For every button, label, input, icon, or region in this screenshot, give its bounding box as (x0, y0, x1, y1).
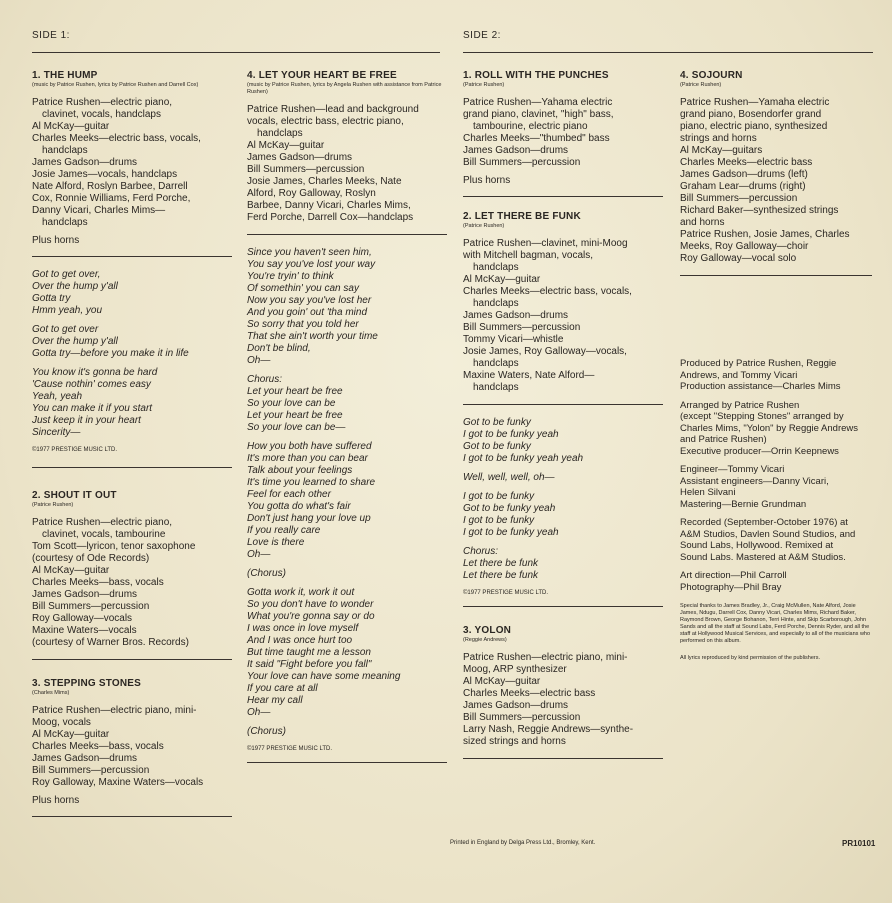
text-line: Larry Nash, Reggie Andrews—synthe- (463, 724, 634, 735)
text-line: Talk about your feelings (247, 465, 353, 476)
line-gap (680, 563, 872, 570)
track-title: 3. YOLON (463, 625, 512, 636)
text-line: Bill Summers—percussion (463, 157, 581, 168)
text-line: So your love can be— (247, 422, 346, 433)
text-line: What you're gonna say or do (247, 611, 375, 622)
text-line: handclaps (257, 128, 303, 139)
track-credits (463, 238, 663, 394)
text-line: clavinet, vocals, tambourine (42, 529, 166, 540)
track-lyrics (463, 417, 663, 582)
text-line: Let your heart be free (247, 410, 343, 421)
divider (247, 762, 447, 763)
text-line: Alford, Roy Galloway, Roslyn (247, 188, 376, 199)
track-let-there-be-funk (463, 211, 663, 607)
text-line: Charles Mims, "Yolon" by Reggie Andrews (680, 422, 859, 434)
track-writer-note: (Patrice Rushen) (463, 82, 505, 88)
divider (32, 816, 232, 817)
track-let-your-heart-be-free (247, 70, 447, 763)
text-line: If you really care (247, 525, 321, 536)
text-line: Engineer—Tommy Vicari (680, 464, 785, 475)
line-gap (463, 539, 663, 546)
track-credits (247, 104, 447, 224)
line-gap (32, 317, 232, 324)
text-line: Tommy Vicari—whistle (463, 334, 564, 345)
text-line: I got to be funky yeah yeah (463, 453, 584, 464)
text-line: James Gadson—drums (left) (680, 169, 808, 180)
text-line: Helen Silvani (680, 487, 736, 498)
line-gap (680, 457, 872, 464)
track-writer-note: (music by Patrice Rushen, lyrics by Angela Rushen with assistance from Patrice Rushen) (247, 82, 442, 95)
text-line: Moog, vocals (32, 717, 91, 728)
text-line: Got to be funky yeah (463, 503, 556, 514)
line-gap (247, 719, 447, 726)
plus-horns: Plus horns (463, 175, 511, 186)
text-line: vocals, electric bass, electric piano, (247, 116, 404, 127)
text-line: Hear my call (247, 695, 303, 706)
track-credits (32, 705, 232, 789)
track-writer-note: (Charles Mims) (32, 690, 70, 696)
track-title: 2. LET THERE BE FUNK (463, 211, 581, 222)
line-gap (680, 393, 872, 400)
text-line: But time taught me a lesson (247, 647, 371, 658)
divider (463, 606, 663, 607)
text-line: handclaps (473, 382, 519, 393)
text-line: James Gadson—drums (463, 700, 569, 711)
text-line: Got to get over (32, 324, 99, 335)
text-line: Patrice Rushen, Josie James, Charles (680, 229, 850, 240)
divider (32, 256, 232, 257)
text-line: Gotta work it, work it out (247, 587, 355, 598)
text-line: (except "Stepping Stones" arranged by (680, 411, 844, 422)
track-title: 1. THE HUMP (32, 70, 98, 81)
track-title: 3. STEPPING STONES (32, 678, 142, 689)
text-line: You gotta do what's fair (247, 501, 351, 512)
text-line: Bill Summers—percussion (463, 712, 581, 723)
text-line: Executive producer—Orrin Keepnews (680, 445, 839, 457)
text-line: Art direction—Phil Carroll (680, 570, 787, 581)
track-title: 2. SHOUT IT OUT (32, 490, 117, 501)
track-credits (32, 517, 232, 649)
text-line: Yeah, yeah (32, 391, 83, 402)
text-line: Got to be funky (463, 441, 531, 452)
side-2-label: SIDE 2: (463, 30, 501, 41)
text-line: (courtesy of Warner Bros. Records) (32, 637, 189, 648)
side-2-rule (463, 52, 873, 53)
divider (32, 467, 232, 468)
text-line: Oh— (247, 355, 271, 366)
text-line: Let there be funk (463, 570, 539, 581)
text-line: tambourine, electric piano (473, 121, 588, 132)
text-line: Moog, ARP synthesizer (463, 664, 567, 675)
text-line: strings and horns (680, 133, 757, 144)
text-line: Charles Meeks—electric bass (680, 157, 813, 168)
text-line: If you care at all (247, 683, 318, 694)
text-line: Patrice Rushen—electric piano, (32, 97, 173, 108)
text-line: So you don't have to wonder (247, 599, 374, 610)
text-line: Al McKay—guitar (463, 676, 541, 687)
text-line: It's more than you can bear (247, 453, 368, 464)
text-line: Arranged by Patrice Rushen (680, 399, 800, 411)
line-gap (32, 360, 232, 367)
text-line: You know it's gonna be hard (32, 367, 158, 378)
track-writer-note: (Patrice Rushen) (463, 223, 505, 229)
track-writer-note: (Reggie Andrews) (463, 637, 507, 643)
text-line: Hmm yeah, you (32, 305, 103, 316)
column-3 (463, 70, 663, 771)
text-line: Charles Meeks—electric bass (463, 688, 596, 699)
text-line: Bill Summers—percussion (680, 193, 798, 204)
text-line: Patrice Rushen—electric piano, mini- (32, 705, 197, 716)
line-gap (247, 367, 447, 374)
text-line: James Gadson—drums (463, 145, 569, 156)
text-line: with Mitchell bagman, vocals, (463, 250, 594, 261)
text-line: Roy Galloway—vocal solo (680, 253, 797, 264)
text-line: piano, electric piano, synthesized (680, 121, 828, 132)
track-the-hump (32, 70, 232, 468)
text-line: James Gadson—drums (32, 589, 138, 600)
lyrics-permission-note: All lyrics reproduced by kind permission of the publishers. (680, 655, 821, 661)
track-stepping-stones (32, 678, 232, 817)
text-line: Meeks, Roy Galloway—choir (680, 241, 809, 252)
text-line: Let there be funk (463, 558, 539, 569)
text-line: handclaps (473, 298, 519, 309)
text-line: Al McKay—guitar (32, 729, 110, 740)
text-line: clavinet, vocals, handclaps (42, 109, 161, 120)
track-writer-note: (Patrice Rushen) (680, 82, 722, 88)
text-line: 'Cause nothin' comes easy (32, 379, 151, 390)
text-line: Maxine Waters, Nate Alford— (463, 370, 595, 381)
text-line: Josie James, Roy Galloway—vocals, (463, 346, 627, 357)
text-line: Well, well, well, oh— (463, 472, 555, 483)
track-credits (680, 97, 872, 265)
text-line: Charles Meeks—bass, vocals (32, 741, 164, 752)
text-line: Just keep it in your heart (32, 415, 141, 426)
divider (463, 404, 663, 405)
line-gap (247, 580, 447, 587)
text-line: James Gadson—drums (32, 753, 138, 764)
track-credits (463, 97, 663, 169)
divider (32, 659, 232, 660)
text-line: Sound Labs, Hollywood. Remixed at (680, 540, 834, 551)
line-gap (247, 434, 447, 441)
side-1-label: SIDE 1: (32, 30, 70, 41)
text-line: Feel for each other (247, 489, 331, 500)
text-line: Barbee, Danny Vicari, Charles Mims, (247, 200, 411, 211)
text-line: Roy Galloway, Maxine Waters—vocals (32, 777, 204, 788)
text-line: It's time you learned to share (247, 477, 376, 488)
track-credits (463, 652, 663, 748)
text-line: Chorus: (463, 546, 499, 557)
column-1 (32, 70, 232, 829)
text-line: handclaps (42, 217, 88, 228)
text-line: Bill Summers—percussion (247, 164, 365, 175)
divider (463, 196, 663, 197)
text-line: Sound Labs. Mastered at A&M Studios. (680, 551, 846, 563)
text-line: Patrice Rushen—Yahama electric (463, 97, 613, 108)
text-line: Production assistance—Charles Mims (680, 381, 841, 392)
track-title: 4. SOJOURN (680, 70, 743, 81)
divider (680, 275, 872, 276)
text-line: Charles Meeks—"thumbed" bass (463, 133, 610, 144)
track-sojourn (680, 70, 872, 276)
text-line: Josie James—vocals, handclaps (32, 169, 178, 180)
text-line: Al McKay—guitar (32, 565, 110, 576)
line-gap (463, 465, 663, 472)
text-line: Bill Summers—percussion (463, 322, 581, 333)
track-lyrics (32, 269, 232, 439)
text-line: How you both have suffered (247, 441, 372, 452)
text-line: Gotta try (32, 293, 71, 304)
text-line: Al McKay—guitar (32, 121, 110, 132)
text-line: Don't just hang your love up (247, 513, 371, 524)
text-line: Andrews, and Tommy Vicari (680, 369, 798, 381)
text-line: Maxine Waters—vocals (32, 625, 137, 636)
track-shout-it-out (32, 490, 232, 660)
track-title: 1. ROLL WITH THE PUNCHES (463, 70, 609, 81)
text-line: Cox, Ronnie Williams, Ferd Porche, (32, 193, 191, 204)
text-line: Photography—Phil Bray (680, 581, 782, 593)
track-yolon (463, 625, 663, 759)
text-line: and horns (680, 217, 725, 228)
text-line: That she ain't worth your time (247, 331, 378, 342)
text-line: Got to get over, (32, 269, 101, 280)
text-line: (Chorus) (247, 726, 286, 737)
text-line: So your love can be (247, 398, 336, 409)
line-gap (247, 561, 447, 568)
column-4 (680, 70, 872, 662)
text-line: A&M Studios, Davlen Sound Studios, and (680, 528, 856, 540)
text-line: Tom Scott—lyricon, tenor saxophone (32, 541, 196, 552)
text-line: I got to be funky (463, 491, 535, 502)
catalog-number: PR10101 (842, 839, 876, 848)
text-line: I got to be funky yeah (463, 429, 559, 440)
text-line: Sincerity— (32, 427, 81, 438)
text-line: Since you haven't seen him, (247, 247, 372, 258)
text-line: Graham Lear—drums (right) (680, 181, 806, 192)
text-line: handclaps (473, 358, 519, 369)
text-line: Assistant engineers—Danny Vicari, (680, 475, 829, 487)
track-lyrics (247, 247, 447, 738)
text-line: Al McKay—guitar (463, 274, 541, 285)
text-line: Josie James, Charles Meeks, Nate (247, 176, 402, 187)
text-line: Now you say you've lost her (247, 295, 372, 306)
text-line: Nate Alford, Roslyn Barbee, Darrell (32, 181, 188, 192)
text-line: handclaps (42, 145, 88, 156)
text-line: Oh— (247, 549, 271, 560)
text-line: And I was once hurt too (247, 635, 353, 646)
track-credits (32, 97, 232, 229)
text-line: Produced by Patrice Rushen, Reggie (680, 358, 837, 369)
text-line: Patrice Rushen—electric piano, mini- (463, 652, 628, 663)
line-gap (463, 484, 663, 491)
text-line: Charles Meeks—bass, vocals (32, 577, 164, 588)
text-line: Bill Summers—percussion (32, 765, 150, 776)
text-line: Patrice Rushen—electric piano, (32, 517, 173, 528)
text-line: Don't be blind, (247, 343, 311, 354)
text-line: Mastering—Bernie Grundman (680, 498, 807, 510)
text-line: Your love can have some meaning (247, 671, 401, 682)
text-line: grand piano, clavinet, "high" bass, (463, 109, 614, 120)
copyright: ©1977 PRESTIGE MUSIC LTD. (247, 746, 332, 752)
text-line: You can make it if you start (32, 403, 153, 414)
text-line: And you goin' out 'tha mind (247, 307, 368, 318)
text-line: Charles Meeks—electric bass, vocals, (463, 286, 632, 297)
side-1-rule (32, 52, 440, 53)
track-writer-note: (music by Patrice Rushen, lyrics by Patrice Rushen and Darrell Cox) (32, 82, 199, 88)
text-line: Patrice Rushen—Yamaha electric (680, 97, 830, 108)
text-line: You're tryin' to think (247, 271, 334, 282)
special-thanks: Special thanks to James Bradley, Jr., Craig McMullen, Nate Alford, Josie James, Ndugu, Darrell Cox, Danny Vicari, Charles Mims, Richard Baker, Raymond Brown, George Bohanon, Terri Hinte, and Skip Scarborough, John Sands and all the staff at Sound Labs, Ferd Porche, Dennis Ryder, and all the staff at Hollywood Musical Services, and especially to all of the musicians who performed on this album. (680, 603, 871, 644)
text-line: (courtesy of Ode Records) (32, 553, 150, 564)
text-line: I got to be funky (463, 515, 535, 526)
text-line: James Gadson—drums (463, 310, 569, 321)
text-line: Recorded (September-October 1976) at (680, 517, 848, 528)
line-gap (680, 510, 872, 517)
copyright: ©1977 PRESTIGE MUSIC LTD. (463, 590, 548, 596)
text-line: You say you've lost your way (247, 259, 376, 270)
text-line: Richard Baker—synthesized strings (680, 205, 839, 216)
text-line: Ferd Porche, Darrell Cox—handclaps (247, 212, 414, 223)
text-line: (Chorus) (247, 568, 286, 579)
plus-horns: Plus horns (32, 235, 80, 246)
text-line: Over the hump y'all (32, 281, 118, 292)
track-writer-note: (Patrice Rushen) (32, 502, 74, 508)
text-line: handclaps (473, 262, 519, 273)
divider (463, 758, 663, 759)
text-line: Oh— (247, 707, 271, 718)
text-line: James Gadson—drums (32, 157, 138, 168)
text-line: Chorus: (247, 374, 283, 385)
text-line: Danny Vicari, Charles Mims— (32, 205, 166, 216)
text-line: sized strings and horns (463, 736, 566, 747)
text-line: Got to be funky (463, 417, 531, 428)
text-line: Patrice Rushen—clavinet, mini-Moog (463, 238, 628, 249)
text-line: James Gadson—drums (247, 152, 353, 163)
text-line: So sorry that you told her (247, 319, 359, 330)
production-lines (680, 358, 872, 593)
text-line: Let your heart be free (247, 386, 343, 397)
text-line: Al McKay—guitar (247, 140, 325, 151)
text-line: Charles Meeks—electric bass, vocals, (32, 133, 201, 144)
column-2 (247, 70, 447, 775)
text-line: I got to be funky yeah (463, 527, 559, 538)
text-line: Gotta try—before you make it in life (32, 348, 189, 359)
track-title: 4. LET YOUR HEART BE FREE (247, 70, 397, 81)
track-roll-with-the-punches (463, 70, 663, 197)
text-line: I was once in love myself (247, 623, 359, 634)
text-line: Of somethin' you can say (247, 283, 359, 294)
text-line: Roy Galloway—vocals (32, 613, 133, 624)
text-line: Love is there (247, 537, 305, 548)
text-line: Bill Summers—percussion (32, 601, 150, 612)
text-line: grand piano, Bosendorfer grand (680, 109, 822, 120)
copyright: ©1977 PRESTIGE MUSIC LTD. (32, 447, 117, 453)
divider (247, 234, 447, 235)
plus-horns: Plus horns (32, 795, 80, 806)
text-line: Patrice Rushen—lead and background (247, 104, 419, 115)
text-line: and Patrice Rushen) (680, 434, 767, 445)
printed-by-note: Printed in England by Delga Press Ltd., Bromley, Kent. (450, 840, 596, 846)
text-line: It said "Fight before you fall" (247, 659, 372, 670)
text-line: Over the hump y'all (32, 336, 118, 347)
production-credits (680, 358, 872, 662)
text-line: Al McKay—guitars (680, 145, 763, 156)
